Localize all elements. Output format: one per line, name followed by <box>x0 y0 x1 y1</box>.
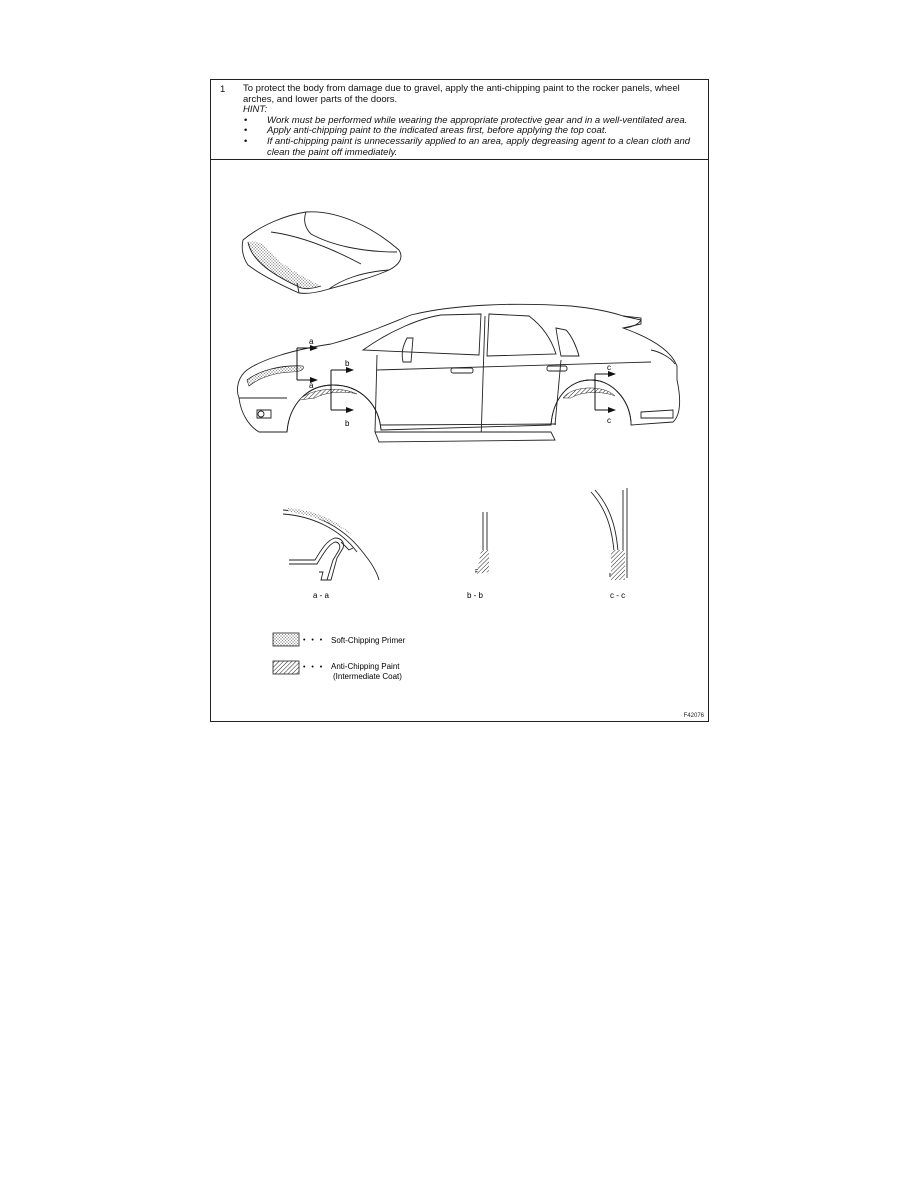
section-marker-label: b <box>345 419 350 428</box>
hint-label: HINT: <box>243 104 268 116</box>
bullet-icon: • <box>244 114 248 126</box>
hint-text: Work must be performed while wearing the appropriate protective gear and in a well-ventilated area. <box>267 114 688 126</box>
section-label: a - a <box>313 591 330 600</box>
figure-id: F42076 <box>683 713 704 719</box>
bullet-icon: • <box>244 125 248 137</box>
legend-dots: • • • <box>303 664 325 671</box>
section-label: b - b <box>467 591 484 600</box>
cross-section-a <box>283 508 379 580</box>
vehicle-side-view <box>237 304 679 442</box>
section-marker-label: c <box>607 363 611 372</box>
procedure-frame <box>210 79 709 722</box>
legend-dots: • • • <box>303 637 325 644</box>
legend-sublabel: (Intermediate Coat) <box>333 672 402 681</box>
hint-text: If anti-chipping paint is unnecessarily applied to an area, apply degreasing agent to a clean cloth and clean the paint off immediately. <box>267 135 691 158</box>
anti-chipping-illustration <box>211 80 708 721</box>
cross-section-b <box>475 512 489 574</box>
section-marker-label: a <box>309 381 314 390</box>
hint-text: Apply anti-chipping paint to the indicated areas first, before applying the top coat. <box>267 125 608 137</box>
section-label: c - c <box>610 591 626 600</box>
cross-section-c <box>591 488 627 580</box>
legend-label: Soft-Chipping Primer <box>331 636 406 645</box>
legend-swatch-primer <box>273 633 299 646</box>
step-instruction: To protect the body from damage due to gravel, apply the anti-chipping paint to the rocker panels, wheel arches, and lower parts of the doors. <box>243 83 680 105</box>
section-marker-label: a <box>309 337 314 346</box>
section-marker-label: c <box>607 416 611 425</box>
section-marker-label: b <box>345 359 350 368</box>
paint-area-rear-arch <box>563 388 615 398</box>
legend <box>273 633 406 681</box>
legend-swatch-paint <box>273 661 299 674</box>
hood-drawing <box>242 212 401 293</box>
legend-label: Anti-Chipping Paint <box>331 662 400 671</box>
step-number: 1 <box>220 84 226 95</box>
bullet-icon: • <box>244 135 248 147</box>
